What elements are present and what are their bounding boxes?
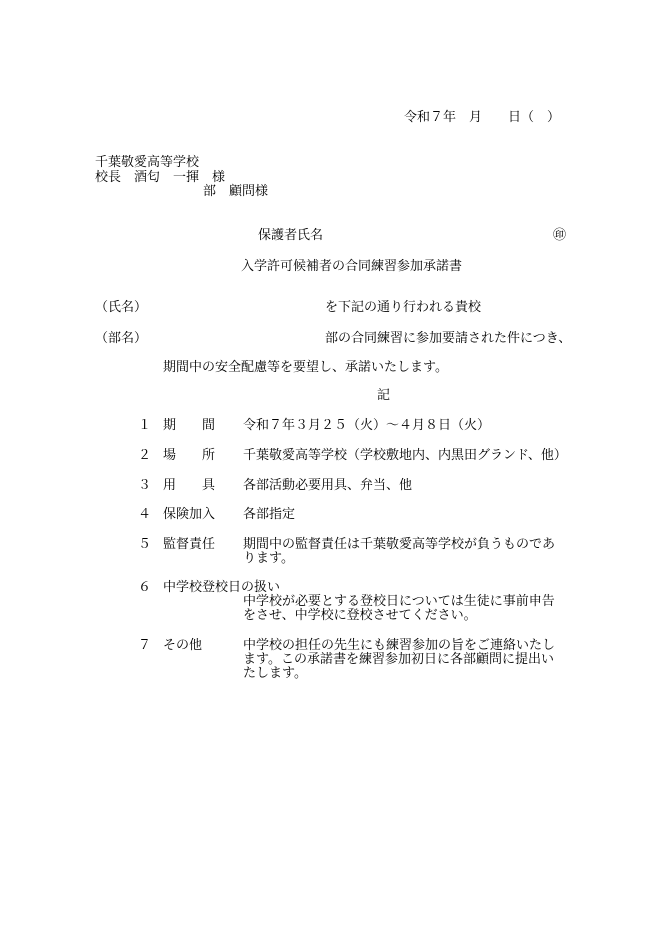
- item-number: １: [138, 418, 152, 433]
- item-text: 期間中の監督責任は千葉敬愛高等学校が負うものであ: [243, 537, 556, 552]
- item-text-continued: ます。この承諾書を練習参加初日に各部顧問に提出い: [243, 652, 554, 667]
- item-number: ５: [138, 537, 152, 552]
- consent-line: 期間中の安全配慮等を要望し、承諾いたします。: [163, 360, 448, 375]
- item-text: 千葉敬愛高等学校（学校敷地内、内黒田グランド、他）: [243, 448, 567, 463]
- item-label: 監督責任: [163, 537, 216, 552]
- seal-mark: ㊞: [553, 228, 567, 243]
- item-number: ２: [138, 448, 152, 463]
- item-label: 中学校登校日の扱い: [163, 580, 281, 595]
- item-label: 場 所: [163, 448, 216, 463]
- item-text-continued: をさせ、中学校に登校させてください。: [243, 608, 477, 623]
- item-text: 各部指定: [243, 507, 296, 522]
- name-text: を下記の通り行われる貴校: [325, 300, 482, 315]
- item-number: ７: [138, 638, 152, 653]
- date-line: 令和７年 月 日（ ）: [404, 110, 561, 125]
- item-text: 令和７年３月２５（火）～４月８日（火）: [243, 418, 491, 433]
- item-text: 中学校の担任の先生にも練習参加の旨をご連絡いたし: [243, 638, 556, 653]
- name-label: （氏名）: [95, 300, 148, 315]
- item-label: 保険加入: [163, 507, 216, 522]
- item-text-continued: ります。: [243, 551, 294, 566]
- addressee-school: 千葉敬愛高等学校: [95, 155, 200, 170]
- item-text: 中学校が必要とする登校日については生徒に事前申告: [243, 594, 555, 609]
- addressee-advisor: 部 顧問様: [203, 184, 269, 199]
- club-label: （部名）: [95, 331, 148, 346]
- item-label: その他: [163, 638, 203, 653]
- item-text: 各部活動必要用具、弁当、他: [243, 478, 413, 493]
- item-label: 用 具: [163, 478, 216, 493]
- club-text: 部の合同練習に参加要請された件につき、: [325, 331, 572, 346]
- ki-heading: 記: [377, 388, 391, 403]
- addressee-principal: 校長 酒匂 一揮 様: [95, 170, 226, 185]
- item-number: ３: [138, 478, 152, 493]
- document-title: 入学許可候補者の合同練習参加承諾書: [241, 259, 463, 274]
- item-number: ４: [138, 507, 152, 522]
- item-label: 期 間: [163, 418, 216, 433]
- item-number: ６: [138, 580, 152, 595]
- item-text-continued: たします。: [243, 666, 307, 681]
- guardian-name-label: 保護者氏名: [258, 228, 324, 243]
